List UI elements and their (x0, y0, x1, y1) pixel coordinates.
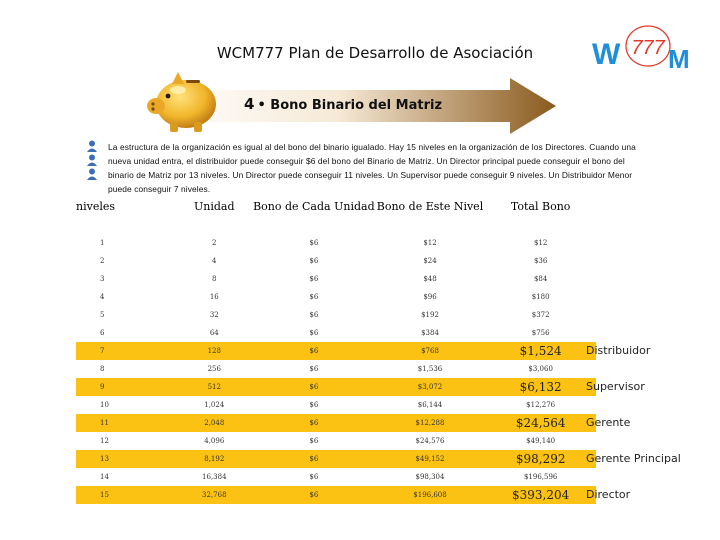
cell-nivel: 2 (100, 257, 105, 265)
cell-total: $196,596 (523, 473, 558, 481)
cell-bono-nivel: $24,576 (415, 437, 445, 445)
cell-unidad: 8 (212, 275, 217, 283)
table-row (76, 270, 596, 288)
role-label: Director (586, 488, 631, 501)
table-row (76, 324, 596, 342)
table-row (76, 378, 596, 396)
cell-nivel: 6 (100, 329, 105, 337)
table-row (76, 468, 596, 486)
cell-bono-nivel: $48 (423, 275, 437, 283)
cell-bono-nivel: $1,536 (417, 365, 443, 373)
section-heading (244, 95, 442, 113)
table-row (76, 360, 596, 378)
cell-nivel: 14 (100, 473, 109, 481)
table-row (76, 306, 596, 324)
slide-title: WCM777 Plan de Desarrollo de Asociación (216, 44, 534, 62)
cell-bono-unidad: $6 (309, 365, 319, 373)
logo-m: M (668, 44, 690, 74)
cell-nivel: 4 (100, 293, 105, 301)
cell-bono-nivel: $12,288 (375, 414, 486, 432)
cell-total: $12 (533, 239, 548, 247)
cell-bono-nivel: $96 (423, 293, 437, 301)
header-niveles: niveles (76, 200, 115, 213)
intro-text: La estructura de la organización es igual al del bono del binario igualado. Hay 15 niveles en la organización de los Directores. Cuando una nueva unidad entra, el distribuidor puede conseguir $6 del bono del Binario de Matriz. Un Director principal puede conseguir el bono del binario de Matriz por 13 niveles. Un Director puede conseguir 11 niveles. Un Supervisor puede conseguir 9 niveles. Un Distribuidor Menor puede conseguir 7 niveles. (108, 142, 636, 194)
cell-unidad: 32,768 (176, 486, 253, 504)
cell-nivel: 9 (76, 378, 176, 396)
cell-bono-unidad: $6 (309, 239, 319, 247)
section-label: Bono Binario del Matriz (270, 98, 443, 113)
cell-bono-nivel: $49,152 (375, 450, 486, 468)
table-row (76, 450, 596, 468)
cell-unidad: 2,048 (176, 414, 253, 432)
cell-total: $3,060 (528, 365, 553, 373)
role-label: Distribuidor (586, 344, 651, 357)
table-row (76, 486, 596, 504)
cell-unidad: 32 (209, 311, 219, 319)
section-number: 4 (244, 95, 255, 113)
table-row (76, 396, 596, 414)
table-row (76, 414, 596, 432)
role-label: Supervisor (586, 380, 645, 393)
table-row (76, 288, 596, 306)
cell-total: $84 (533, 275, 548, 283)
cell-nivel: 1 (100, 239, 105, 247)
cell-bono-unidad: $6 (309, 473, 319, 481)
cell-unidad: 16 (209, 293, 219, 301)
cell-nivel: 10 (100, 401, 109, 409)
cell-bono-nivel: $192 (421, 311, 439, 319)
cell-bono-unidad: $6 (309, 293, 319, 301)
cell-bono-nivel: $24 (423, 257, 437, 265)
cell-unidad: 128 (176, 342, 253, 360)
cell-total: $180 (531, 293, 550, 301)
cell-nivel: 3 (100, 275, 105, 283)
cell-bono-nivel: $6,144 (417, 401, 443, 409)
table-row (76, 342, 596, 360)
cell-nivel: 15 (76, 486, 176, 504)
header-total-bono: Total Bono (510, 200, 571, 213)
person-bullet-icon (86, 168, 98, 180)
cell-unidad: 4 (212, 257, 217, 265)
cell-bono-unidad: $6 (309, 257, 319, 265)
cell-total: $6,132 (485, 378, 596, 396)
table-row (76, 432, 596, 450)
header-unidad: Unidad (194, 200, 235, 213)
cell-unidad: 256 (207, 365, 221, 373)
cell-nivel: 8 (100, 365, 105, 373)
cell-total: $756 (531, 329, 550, 337)
cell-nivel: 5 (100, 311, 105, 319)
table-row (76, 252, 596, 270)
cell-bono-unidad: $6 (253, 342, 375, 360)
logo-number: 777 (631, 37, 665, 59)
cell-unidad: 64 (209, 329, 219, 337)
cell-unidad: 1,024 (204, 401, 225, 409)
cell-unidad: 512 (176, 378, 253, 396)
role-label: Gerente (586, 416, 631, 429)
cell-nivel: 12 (100, 437, 109, 445)
cell-bono-unidad: $6 (309, 329, 319, 337)
cell-total: $372 (531, 311, 550, 319)
header-bono-cada-unidad: Bono de Cada Unidad (253, 200, 375, 213)
cell-bono-nivel: $768 (375, 342, 486, 360)
intro-paragraph (86, 140, 646, 196)
cell-bono-nivel: $12 (423, 239, 437, 247)
cell-bono-nivel: $196,608 (375, 486, 486, 504)
cell-unidad: 2 (212, 239, 217, 247)
cell-nivel: 7 (76, 342, 176, 360)
header-bono-este-nivel: Bono de Este Nivel (376, 200, 484, 213)
cell-unidad: 8,192 (176, 450, 253, 468)
cell-bono-unidad: $6 (253, 486, 375, 504)
person-bullet-icon (86, 140, 98, 152)
wcm777-logo (590, 20, 690, 80)
cell-bono-nivel: $98,304 (415, 473, 445, 481)
table-row (76, 234, 596, 252)
cell-bono-nivel: $3,072 (375, 378, 486, 396)
cell-total: $1,524 (485, 342, 596, 360)
cell-total: $98,292 (485, 450, 596, 468)
cell-total: $49,140 (526, 437, 556, 445)
cell-total: $393,204 (485, 486, 596, 504)
section-dot: • (257, 98, 271, 113)
cell-bono-nivel: $384 (421, 329, 439, 337)
cell-total: $24,564 (485, 414, 596, 432)
cell-bono-unidad: $6 (309, 437, 319, 445)
cell-nivel: 13 (76, 450, 176, 468)
role-label: Gerente Principal (586, 452, 681, 465)
logo-w: W (592, 38, 621, 71)
cell-bono-unidad: $6 (309, 311, 319, 319)
person-bullet-icon (86, 154, 98, 166)
cell-unidad: 16,384 (202, 473, 227, 481)
cell-total: $36 (533, 257, 548, 265)
cell-nivel: 11 (76, 414, 176, 432)
bonus-table (76, 200, 596, 504)
cell-bono-unidad: $6 (253, 378, 375, 396)
cell-unidad: 4,096 (204, 437, 225, 445)
table-header-row (76, 200, 596, 234)
cell-total: $12,276 (526, 401, 556, 409)
cell-bono-unidad: $6 (253, 450, 375, 468)
piggy-bank-icon (142, 60, 224, 142)
cell-bono-unidad: $6 (309, 275, 319, 283)
cell-bono-unidad: $6 (309, 401, 319, 409)
cell-bono-unidad: $6 (253, 414, 375, 432)
